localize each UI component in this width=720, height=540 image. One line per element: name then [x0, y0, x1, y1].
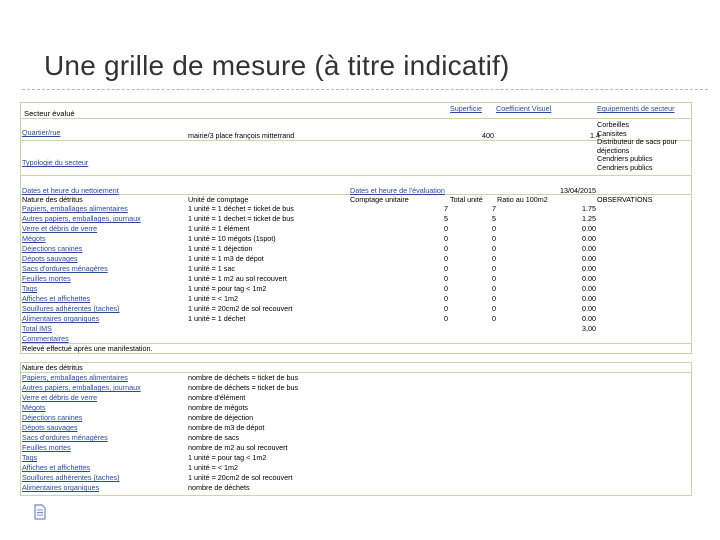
detritus-type-link[interactable]: Souillures adhérentes (taches): [22, 473, 120, 482]
unite-cell: 1 unité = 1 m2 au sol recouvert: [188, 274, 287, 283]
ratio-cell: 0.00: [582, 284, 596, 293]
equipement-item: Corbeilles: [597, 120, 629, 129]
detritus-type-link[interactable]: Mégots: [22, 234, 46, 243]
equipement-item: déjections: [597, 145, 630, 155]
comptage-cell: 0: [444, 314, 448, 323]
unite-cell: 1 unité = 1 déjection: [188, 244, 253, 253]
detritus-type-link[interactable]: Dépots sauvages: [22, 254, 78, 263]
unite-cell: 1 unité = < 1m2: [188, 294, 238, 303]
unite-cell: 1 unité = 1 sac: [188, 264, 235, 273]
title-divider: [22, 89, 708, 90]
comptage-cell: 5: [444, 214, 448, 223]
quartier-label[interactable]: Quartier/rue: [22, 128, 61, 137]
detritus-type-link[interactable]: Alimentaires organiques: [22, 314, 100, 323]
ratio-cell: 0.00: [582, 254, 596, 263]
detritus-type-link[interactable]: Dépots sauvages: [22, 423, 78, 432]
comptage-cell: 0: [444, 294, 448, 303]
coefficient-value: 1.4: [590, 131, 600, 140]
comptage-cell: 0: [444, 234, 448, 243]
ratio-cell: 1.25: [582, 214, 596, 223]
total-ims-label[interactable]: Total IMS: [22, 324, 52, 333]
total-cell: 7: [492, 204, 496, 213]
coefficient-header[interactable]: Coefficient Visuel: [496, 104, 552, 113]
superficie-value: 400: [482, 131, 494, 140]
unite-cell: 1 unité = < 1m2: [188, 463, 238, 472]
detritus-type-link[interactable]: Verre et débris de verre: [22, 393, 98, 402]
equipement-item: Distributeur de sacs pour: [597, 137, 677, 146]
detritus-type-link[interactable]: Tags: [22, 284, 38, 293]
ratio-cell: 0.00: [582, 274, 596, 283]
total-cell: 0: [492, 224, 496, 233]
quartier-value: mairie/3 place françois mitterrand: [188, 131, 295, 140]
ratio-cell: 0.00: [582, 314, 596, 323]
ratio-label: Ratio au 100m2: [497, 195, 548, 204]
date-nettoiement-label[interactable]: Dates et heure du nettoiement: [22, 186, 119, 195]
unite-cell: 1 unité = 20cm2 de sol recouvert: [188, 473, 293, 482]
typologie-label[interactable]: Typologie du secteur: [22, 158, 89, 167]
total-ims-value: 3,00: [582, 324, 596, 333]
detritus-type-link[interactable]: Tags: [22, 453, 38, 462]
observations-label: OBSERVATIONS: [597, 195, 653, 204]
detritus-type-link[interactable]: Mégots: [22, 403, 46, 412]
unite-cell: 1 unité = pour tag < 1m2: [188, 453, 267, 462]
total-cell: 0: [492, 264, 496, 273]
detritus-type-link[interactable]: Papiers, emballages alimentaires: [22, 204, 128, 213]
unite-cell: 1 unité = 1 déchet: [188, 314, 246, 323]
secteur-label: Secteur évalué: [24, 109, 75, 118]
detritus-type-link[interactable]: Déjections canines: [22, 413, 83, 422]
commentaires-label[interactable]: Commentaires: [22, 334, 69, 343]
nature-label: Nature des détritus: [22, 195, 83, 204]
comptage-cell: 0: [444, 244, 448, 253]
detritus-type-link[interactable]: Sacs d'ordures ménagères: [22, 264, 108, 273]
unite-cell: nombre de déchets = ticket de bus: [188, 373, 299, 382]
total-cell: 0: [492, 294, 496, 303]
grid-line: [20, 102, 692, 103]
unite-cell: 1 unité = 1 m3 de dépot: [188, 254, 264, 263]
comptage-label: Comptage unitaire: [350, 195, 409, 204]
grid-line: [20, 175, 692, 176]
total-cell: 0: [492, 304, 496, 313]
ratio-cell: 0.00: [582, 224, 596, 233]
detritus-type-link[interactable]: Feuilles mortes: [22, 274, 71, 283]
ratio-cell: 0.00: [582, 304, 596, 313]
grid-line: [20, 362, 692, 363]
equipement-item: Canisites: [597, 128, 627, 138]
ratio-cell: 0.00: [582, 234, 596, 243]
detritus-type-link[interactable]: Affiches et affichettes: [22, 463, 91, 472]
total-cell: 5: [492, 214, 496, 223]
detritus-type-link[interactable]: Autres papiers, emballages, journaux: [22, 214, 141, 223]
unite-cell: 1 unité = 1 dechet = ticket de bus: [188, 214, 294, 223]
detritus-type-link[interactable]: Alimentaires organiques: [22, 483, 100, 492]
slide-title: Une grille de mesure (à titre indicatif): [44, 50, 510, 81]
superficie-header[interactable]: Superficie: [450, 104, 482, 113]
detritus-type-link[interactable]: Feuilles mortes: [22, 443, 71, 452]
date-evaluation-value: 13/04/2015: [560, 186, 596, 195]
measurement-sheet: [20, 102, 692, 354]
ratio-cell: 1.75: [582, 204, 596, 213]
unit-reference-sheet: [20, 362, 692, 496]
comptage-cell: 0: [444, 264, 448, 273]
detritus-type-link[interactable]: Verre et débris de verre: [22, 224, 98, 233]
total-cell: 0: [492, 254, 496, 263]
grid-line: [20, 495, 692, 496]
unite-label: Unité de comptage: [188, 195, 249, 204]
document-icon[interactable]: [34, 504, 46, 520]
unite-cell: 1 unité = 1 élément: [188, 224, 250, 233]
ratio-cell: 0.00: [582, 244, 596, 253]
unite-cell: 1 unité = 1 déchet = ticket de bus: [188, 204, 294, 213]
total-cell: 0: [492, 244, 496, 253]
total-cell: 0: [492, 234, 496, 243]
comptage-cell: 0: [444, 304, 448, 313]
total-cell: 0: [492, 314, 496, 323]
unite-cell: nombre de sacs: [188, 433, 240, 442]
comptage-cell: 0: [444, 254, 448, 263]
unite-cell: nombre de m2 au sol recouvert: [188, 443, 288, 452]
date-evaluation-label[interactable]: Dates et heure de l'évaluation: [350, 186, 445, 195]
comptage-cell: 7: [444, 204, 448, 213]
detritus-type-link[interactable]: Sacs d'ordures ménagères: [22, 433, 108, 442]
unite-cell: nombre de mégots: [188, 403, 248, 412]
ratio-cell: 0.00: [582, 294, 596, 303]
detritus-type-link[interactable]: Souillures adhérentes (taches): [22, 304, 120, 313]
detritus-type-link[interactable]: Affiches et affichettes: [22, 294, 91, 303]
nature-label: Nature des détritus: [22, 363, 83, 372]
sheet-border-left: [20, 362, 21, 496]
unite-cell: 1 unité = 20cm2 de sol recouvert: [188, 304, 293, 313]
sheet-border-right: [691, 362, 692, 496]
ratio-cell: 0.00: [582, 264, 596, 273]
detritus-type-link[interactable]: Autres papiers, emballages, journaux: [22, 383, 141, 392]
equipement-item: Cendriers publics: [597, 154, 653, 163]
total-cell: 0: [492, 284, 496, 293]
detritus-type-link[interactable]: Déjections canines: [22, 244, 83, 253]
unite-cell: 1 unité = 10 mégots (1spot): [188, 234, 276, 243]
detritus-type-link[interactable]: Papiers, emballages alimentaires: [22, 373, 128, 382]
comptage-cell: 0: [444, 224, 448, 233]
comptage-cell: 0: [444, 284, 448, 293]
total-label: Total unité: [450, 195, 483, 204]
unite-cell: nombre de m3 de dépot: [188, 423, 265, 432]
grid-line: [20, 118, 692, 119]
total-cell: 0: [492, 274, 496, 283]
unite-cell: nombre de déchets: [188, 483, 250, 492]
equipement-item: Cendriers publics: [597, 162, 653, 172]
comptage-cell: 0: [444, 274, 448, 283]
equipements-header[interactable]: Equipements de secteur: [597, 104, 675, 113]
unite-cell: nombre de déchets = ticket de bus: [188, 383, 299, 392]
commentaire-value: Relevé effectué après une manifestation.: [22, 344, 153, 353]
unite-cell: 1 unité = pour tag < 1m2: [188, 284, 267, 293]
unite-cell: nombre d'élément: [188, 393, 246, 402]
unite-cell: nombre de déjection: [188, 413, 254, 422]
